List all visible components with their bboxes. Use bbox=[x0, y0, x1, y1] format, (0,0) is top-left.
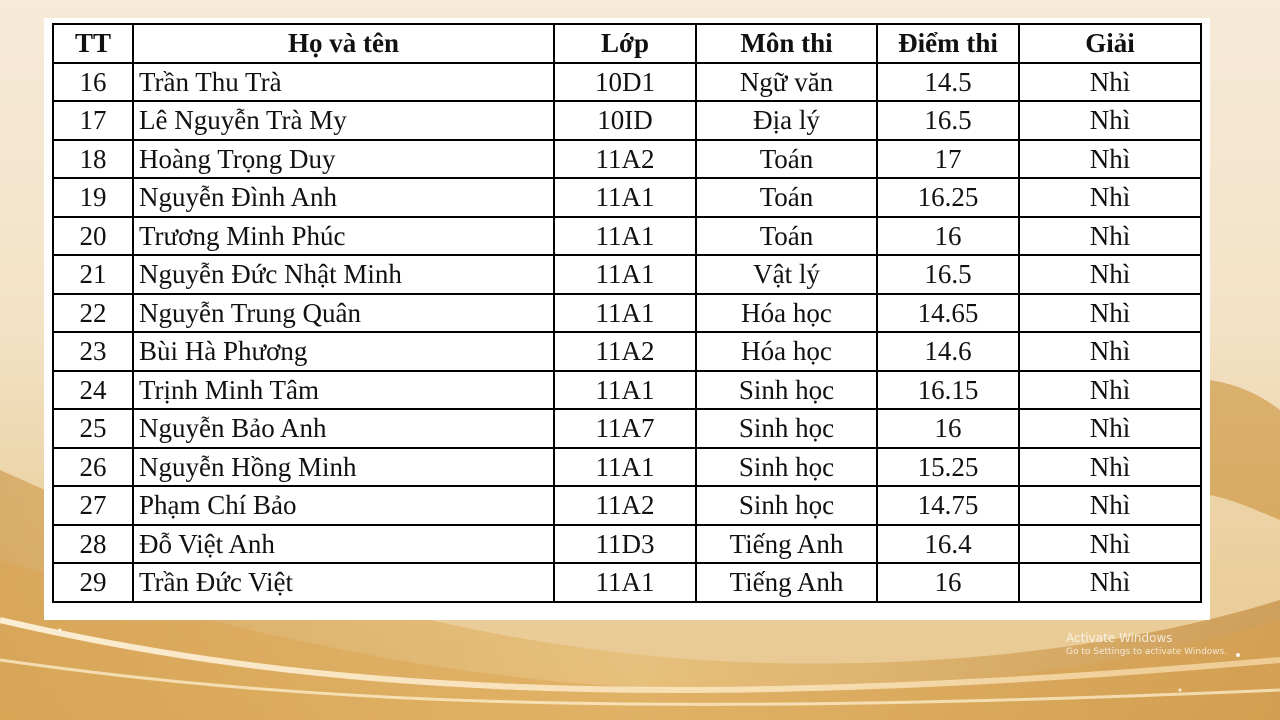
cell-prize: Nhì bbox=[1019, 178, 1201, 217]
cell-class: 11A2 bbox=[554, 332, 696, 371]
cell-tt: 17 bbox=[53, 101, 133, 140]
cell-full-name: Nguyễn Trung Quân bbox=[133, 294, 554, 333]
cell-score: 16.4 bbox=[877, 525, 1019, 564]
cell-score: 16 bbox=[877, 409, 1019, 448]
cell-prize: Nhì bbox=[1019, 255, 1201, 294]
cell-class: 11D3 bbox=[554, 525, 696, 564]
header-class: Lớp bbox=[554, 24, 696, 63]
cell-subject: Vật lý bbox=[696, 255, 877, 294]
table-row bbox=[53, 63, 1201, 102]
cell-class: 11A1 bbox=[554, 563, 696, 602]
cell-tt: 23 bbox=[53, 332, 133, 371]
cell-score: 17 bbox=[877, 140, 1019, 179]
cell-prize: Nhì bbox=[1019, 525, 1201, 564]
cell-subject: Tiếng Anh bbox=[696, 563, 877, 602]
cell-subject: Hóa học bbox=[696, 332, 877, 371]
cell-score: 16.5 bbox=[877, 255, 1019, 294]
cell-class: 11A1 bbox=[554, 217, 696, 256]
cell-score: 14.65 bbox=[877, 294, 1019, 333]
awards-table bbox=[52, 23, 1202, 603]
cell-score: 15.25 bbox=[877, 448, 1019, 487]
table-row bbox=[53, 101, 1201, 140]
cell-full-name: Bùi Hà Phương bbox=[133, 332, 554, 371]
cell-subject: Sinh học bbox=[696, 486, 877, 525]
table-row bbox=[53, 178, 1201, 217]
cell-score: 16 bbox=[877, 563, 1019, 602]
cell-score: 14.75 bbox=[877, 486, 1019, 525]
cell-subject: Hóa học bbox=[696, 294, 877, 333]
cell-tt: 28 bbox=[53, 525, 133, 564]
watermark-subtitle: Go to Settings to activate Windows. bbox=[1066, 647, 1228, 657]
cell-score: 16.15 bbox=[877, 371, 1019, 410]
cell-prize: Nhì bbox=[1019, 409, 1201, 448]
cell-subject: Toán bbox=[696, 217, 877, 256]
cell-full-name: Đỗ Việt Anh bbox=[133, 525, 554, 564]
cell-class: 10D1 bbox=[554, 63, 696, 102]
cell-prize: Nhì bbox=[1019, 140, 1201, 179]
cell-prize: Nhì bbox=[1019, 332, 1201, 371]
cell-score: 14.5 bbox=[877, 63, 1019, 102]
cell-prize: Nhì bbox=[1019, 448, 1201, 487]
cell-tt: 21 bbox=[53, 255, 133, 294]
table-body bbox=[53, 63, 1201, 602]
cell-subject: Ngữ văn bbox=[696, 63, 877, 102]
cell-tt: 24 bbox=[53, 371, 133, 410]
cell-score: 16.5 bbox=[877, 101, 1019, 140]
cell-tt: 25 bbox=[53, 409, 133, 448]
cell-prize: Nhì bbox=[1019, 63, 1201, 102]
header-prize: Giải bbox=[1019, 24, 1201, 63]
cell-full-name: Lê Nguyễn Trà My bbox=[133, 101, 554, 140]
cell-tt: 29 bbox=[53, 563, 133, 602]
table-row bbox=[53, 217, 1201, 256]
cell-subject: Toán bbox=[696, 178, 877, 217]
cell-prize: Nhì bbox=[1019, 217, 1201, 256]
table-row bbox=[53, 140, 1201, 179]
header-full-name: Họ và tên bbox=[133, 24, 554, 63]
cell-subject: Địa lý bbox=[696, 101, 877, 140]
cell-tt: 26 bbox=[53, 448, 133, 487]
cell-subject: Tiếng Anh bbox=[696, 525, 877, 564]
cell-subject: Sinh học bbox=[696, 371, 877, 410]
cell-full-name: Trần Thu Trà bbox=[133, 63, 554, 102]
cell-full-name: Nguyễn Hồng Minh bbox=[133, 448, 554, 487]
cell-class: 11A1 bbox=[554, 448, 696, 487]
cell-class: 11A2 bbox=[554, 140, 696, 179]
cell-class: 11A1 bbox=[554, 294, 696, 333]
cell-tt: 19 bbox=[53, 178, 133, 217]
cell-class: 11A7 bbox=[554, 409, 696, 448]
cell-class: 11A1 bbox=[554, 255, 696, 294]
cell-full-name: Trần Đức Việt bbox=[133, 563, 554, 602]
activate-windows-watermark bbox=[1066, 631, 1227, 659]
cell-subject: Sinh học bbox=[696, 409, 877, 448]
cell-class: 11A2 bbox=[554, 486, 696, 525]
cell-subject: Sinh học bbox=[696, 448, 877, 487]
cell-full-name: Phạm Chí Bảo bbox=[133, 486, 554, 525]
table-row bbox=[53, 448, 1201, 487]
header-tt: TT bbox=[53, 24, 133, 63]
header-score: Điểm thi bbox=[877, 24, 1019, 63]
cell-full-name: Nguyễn Bảo Anh bbox=[133, 409, 554, 448]
cell-tt: 20 bbox=[53, 217, 133, 256]
header-subject: Môn thi bbox=[696, 24, 877, 63]
cell-full-name: Trịnh Minh Tâm bbox=[133, 371, 554, 410]
table-row bbox=[53, 332, 1201, 371]
cell-full-name: Trương Minh Phúc bbox=[133, 217, 554, 256]
cell-class: 10ID bbox=[554, 101, 696, 140]
table-header-row bbox=[53, 24, 1201, 63]
table-row bbox=[53, 486, 1201, 525]
cell-score: 16.25 bbox=[877, 178, 1019, 217]
cell-tt: 16 bbox=[53, 63, 133, 102]
cell-tt: 22 bbox=[53, 294, 133, 333]
cell-prize: Nhì bbox=[1019, 294, 1201, 333]
table-row bbox=[53, 409, 1201, 448]
cell-class: 11A1 bbox=[554, 371, 696, 410]
cell-prize: Nhì bbox=[1019, 563, 1201, 602]
cell-tt: 27 bbox=[53, 486, 133, 525]
cell-full-name: Nguyễn Đức Nhật Minh bbox=[133, 255, 554, 294]
watermark-title: Activate Windows bbox=[1066, 631, 1173, 645]
table-row bbox=[53, 371, 1201, 410]
table-row bbox=[53, 525, 1201, 564]
cell-tt: 18 bbox=[53, 140, 133, 179]
cell-prize: Nhì bbox=[1019, 371, 1201, 410]
cell-full-name: Nguyễn Đình Anh bbox=[133, 178, 554, 217]
cell-subject: Toán bbox=[696, 140, 877, 179]
cell-score: 14.6 bbox=[877, 332, 1019, 371]
cell-full-name: Hoàng Trọng Duy bbox=[133, 140, 554, 179]
cell-score: 16 bbox=[877, 217, 1019, 256]
table-row bbox=[53, 255, 1201, 294]
table-row bbox=[53, 294, 1201, 333]
cell-prize: Nhì bbox=[1019, 486, 1201, 525]
cell-class: 11A1 bbox=[554, 178, 696, 217]
table-row bbox=[53, 563, 1201, 602]
cell-prize: Nhì bbox=[1019, 101, 1201, 140]
